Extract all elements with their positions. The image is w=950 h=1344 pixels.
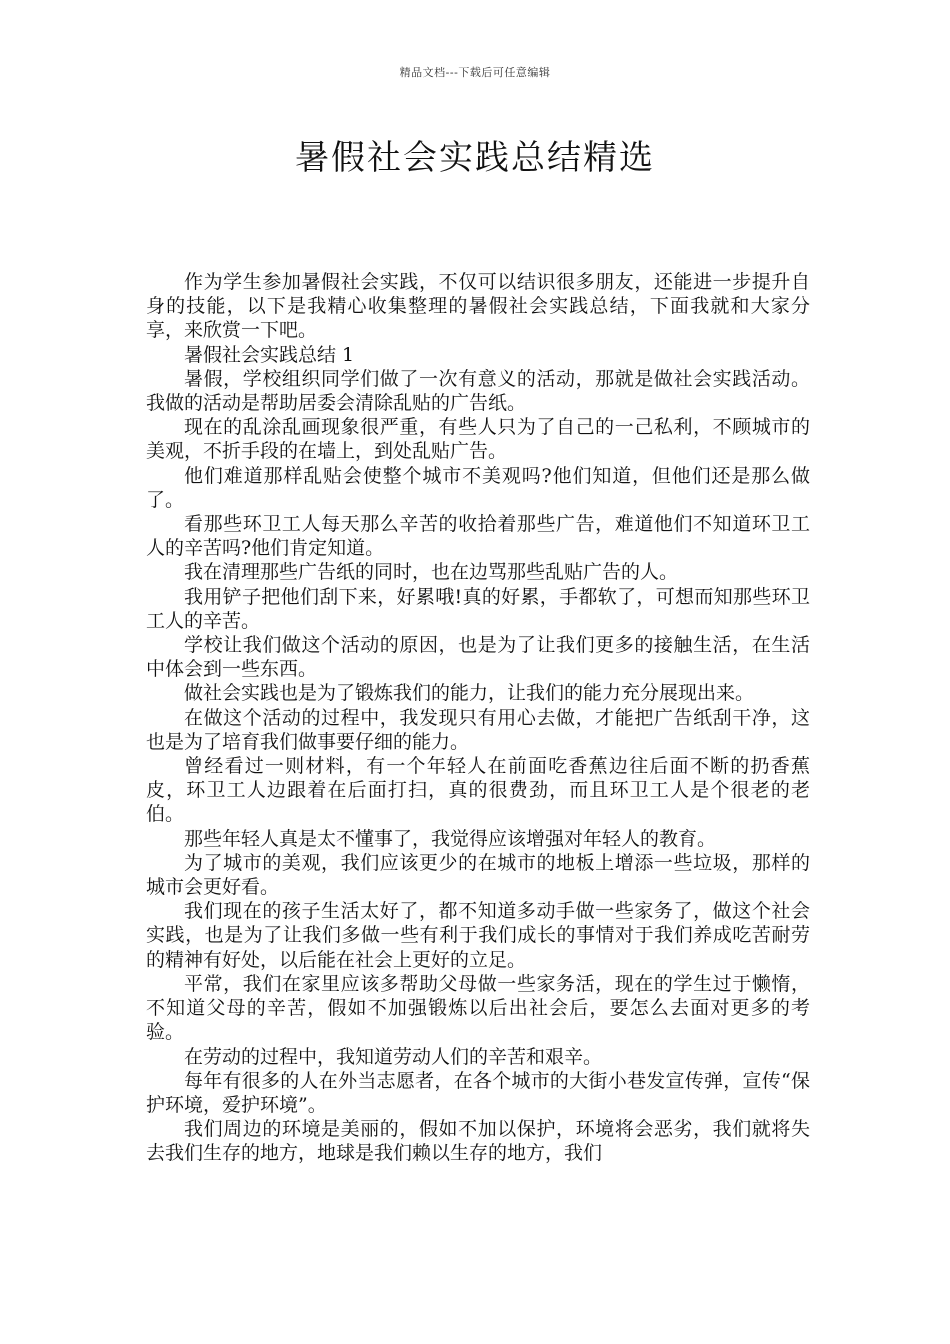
header-note: 精品文档---下载后可任意编辑 <box>399 66 551 79</box>
paragraph: 他们难道那样乱贴会使整个城市不美观吗?他们知道，但他们还是那么做了。 <box>146 464 810 511</box>
paragraph: 我用铲子把他们刮下来，好累哦!真的好累，手都软了，可想而知那些环卫工人的辛苦。 <box>146 585 810 632</box>
document-body <box>146 270 810 1166</box>
paragraph: 为了城市的美观，我们应该更少的在城市的地板上增添一些垃圾，那样的城市会更好看。 <box>146 851 810 899</box>
paragraph: 看那些环卫工人每天那么辛苦的收拾着那些广告，难道他们不知道环卫工人的辛苦吗?他们肯定知道。 <box>146 513 810 560</box>
paragraph: 我们现在的孩子生活太好了，都不知道多动手做一些家务了，做这个社会实践，也是为了让我们多做一些有利于我们成长的事情对于我们养成吃苦耐劳的精神有好处，以后能在社会上更好的立足。 <box>146 900 810 971</box>
paragraph: 每年有很多的人在外当志愿者，在各个城市的大街小巷发宣传弹，宣传“保护环境，爱护环境”。 <box>146 1069 810 1116</box>
paragraph: 我在清理那些广告纸的同时，也在边骂那些乱贴广告的人。 <box>184 561 679 584</box>
paragraph: 做社会实践也是为了锻炼我们的能力，让我们的能力充分展现出来。 <box>184 682 755 705</box>
paragraph: 在做这个活动的过程中，我发现只有用心去做，才能把广告纸刮干净，这也是为了培育我们做事要仔细的能力。 <box>146 706 810 753</box>
paragraph: 曾经看过一则材料，有一个年轻人在前面吃香蕉边往后面不断的扔香蕉皮，环卫工人边跟着在后面打扫，真的很费劲，而且环卫工人是个很老的老伯。 <box>146 755 810 826</box>
paragraph: 在劳动的过程中，我知道劳动人们的辛苦和艰辛。 <box>184 1045 603 1068</box>
section-heading: 暑假社会实践总结 1 <box>184 343 355 366</box>
paragraph: 学校让我们做这个活动的原因，也是为了让我们更多的接触生活，在生活中体会到一些东西。 <box>146 634 810 681</box>
paragraph-intro: 作为学生参加暑假社会实践，不仅可以结识很多朋友，还能进一步提升自身的技能，以下是我精心收集整理的暑假社会实践总结，下面我就和大家分享，来欣赏一下吧。 <box>146 271 810 342</box>
paragraph: 我们周边的环境是美丽的，假如不加以保护，环境将会恶劣，我们就将失去我们生存的地方，地球是我们赖以生存的地方，我们 <box>146 1118 810 1165</box>
paragraph: 暑假，学校组织同学们做了一次有意义的活动，那就是做社会实践活动。我做的活动是帮助居委会清除乱贴的广告纸。 <box>146 367 810 415</box>
document-title: 暑假社会实践总结精选 <box>295 138 655 178</box>
paragraph: 现在的乱涂乱画现象很严重，有些人只为了自己的一己私利，不顾城市的美观，不折手段的在墙上，到处乱贴广告。 <box>146 416 810 463</box>
paragraph: 那些年轻人真是太不懂事了，我觉得应该增强对年轻人的教育。 <box>184 827 717 850</box>
paragraph: 平常，我们在家里应该多帮助父母做一些家务活，现在的学生过于懒惰，不知道父母的辛苦，假如不加强锻炼以后出社会后，要怎么去面对更多的考验。 <box>146 972 810 1044</box>
